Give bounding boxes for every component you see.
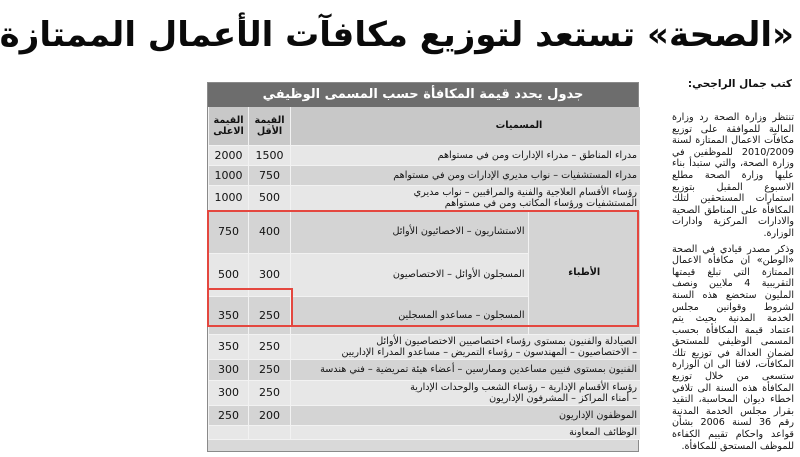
job-titles — [291, 334, 641, 359]
value-max: 500 — [209, 253, 249, 296]
table-row — [209, 334, 641, 359]
job-titles — [291, 359, 641, 380]
table-row — [209, 210, 641, 253]
table-body — [209, 145, 641, 439]
value-min: 500 — [249, 185, 291, 210]
job-title-line: الوظائف المعاونة — [569, 426, 637, 438]
job-title-line: الاستشاريون – الاخصائيون الأوائل — [392, 226, 525, 237]
header-max: القيمة الاعلى — [209, 107, 249, 145]
award-table-panel — [207, 82, 639, 452]
table-row — [209, 425, 641, 439]
table-row — [209, 359, 641, 380]
value-min: 300 — [249, 253, 291, 296]
job-title-line: – أمناء المراكز – المشرفون الإداريون — [489, 392, 637, 404]
job-title-line: – الاختصاصيون – المهندسون – رؤساء التمريض – مساعدو المدراء الإداريين — [341, 346, 637, 358]
job-titles — [291, 296, 529, 334]
article-paragraph: تنتظر وزارة الصحة رد وزارة المالية للموافقة على توزيع مكافآت الاعمال الممتازة لسنة 2010/2009 للموظفين في وزارة الصحة، والتي ستبدأ بناء عليها وزارة الصحة مطلع الاسبوع المقبل بتوزيع استمارات المستحقين لتلك المكافأة على المناطق الصحية والادارات المركزية وادارات الوزارة. — [672, 112, 794, 239]
job-titles — [291, 145, 641, 165]
value-min: 250 — [249, 359, 291, 380]
value-min: 250 — [249, 334, 291, 359]
byline: كتب جمال الراجحي: — [687, 78, 792, 90]
value-max: 300 — [209, 359, 249, 380]
headline: «الصحة» تستعد لتوزيع مكافآت الأعمال الممتازة — [0, 15, 794, 55]
value-max: 750 — [209, 210, 249, 253]
job-title-line: مدراء المناطق – مدراء الإدارات ومن في مستواهم — [437, 149, 637, 161]
job-title-line: الموظفون الإداريون — [558, 409, 637, 421]
header-titles: المسميات — [291, 107, 641, 145]
job-titles — [291, 425, 641, 439]
value-min: 750 — [249, 165, 291, 185]
job-title-line: مدراء المستشفيات – نواب مديري الإدارات ومن في مستواهم — [393, 169, 637, 181]
value-max: 1000 — [209, 165, 249, 185]
job-title-line: الفنيون بمستوى فنيين مساعدين وممارسين – أعضاء هيئة تمريضية – فني هندسة — [320, 364, 637, 375]
value-max: 1000 — [209, 185, 249, 210]
table-row — [209, 405, 641, 425]
table-row — [209, 145, 641, 165]
article-body — [672, 112, 794, 452]
category-doctors: الأطباء — [528, 210, 640, 334]
value-min: 400 — [249, 210, 291, 253]
job-titles — [291, 405, 641, 425]
value-max: 350 — [209, 296, 249, 334]
value-max: 300 — [209, 380, 249, 405]
value-min: 1500 — [249, 145, 291, 165]
job-titles — [291, 210, 529, 253]
job-title-line: المستشفيات ورؤساء المكاتب ومن في مستواهم — [444, 197, 637, 209]
value-max: 2000 — [209, 145, 249, 165]
table-row — [209, 165, 641, 185]
value-min: 250 — [249, 296, 291, 334]
value-min: 200 — [249, 405, 291, 425]
job-titles — [291, 380, 641, 405]
table-header-row — [209, 107, 641, 145]
job-title-line: المسجلون – مساعدو المسجلين — [398, 309, 525, 321]
value-max — [209, 425, 249, 439]
award-table — [208, 107, 640, 440]
job-titles — [291, 165, 641, 185]
table-title: جدول يحدد قيمة المكافأة حسب المسمى الوظيفي — [208, 83, 638, 107]
value-min: 250 — [249, 380, 291, 405]
header-min: القيمة الأقل — [249, 107, 291, 145]
table-row — [209, 185, 641, 210]
job-title-line: المسجلون الأوائل – الاختصاصيون — [392, 269, 525, 280]
job-title-line: الصيادلة والفنيون بمستوى رؤساء اختصاصيين الاختصاصيون الأوائل — [376, 335, 637, 347]
value-min — [249, 425, 291, 439]
job-titles — [291, 185, 641, 210]
job-title-line: رؤساء الأقسام العلاجية والفنية والمراقبين – نواب مديري — [413, 186, 637, 198]
article-paragraph: وذكر مصدر قيادي في الصحة «الوطن» ان مكافأة الاعمال الممتازة التي تبلغ قيمتها التقريبية 4 ملايين ونصف المليون ستخضع هذه السنة لشروط وقوانين مجلس الخدمة المدنية بحيث يتم اعتماد قيمة المكافأة بحسب المسمى الوظيفي للمستحق لضمان العدالة في توزيع تلك المكافآت، لافتا الى ان الوزارة ستسعى من خلال توزيع المكافأة هذه السنة الى تلافي اخطاء ديوان المحاسبة، التقيد بقرار مجلس الخدمة المدنية رقم 36 لسنة 2006 بشأن قواعد واحكام تقييم الكفاءة للموظف المستحق للمكافأة. — [672, 243, 795, 452]
value-max: 250 — [209, 405, 249, 425]
job-title-line: رؤساء الأقسام الإدارية – رؤساء الشعب والوحدات الإدارية — [410, 381, 637, 393]
value-max: 350 — [209, 334, 249, 359]
job-titles — [291, 253, 529, 296]
table-row — [209, 380, 641, 405]
